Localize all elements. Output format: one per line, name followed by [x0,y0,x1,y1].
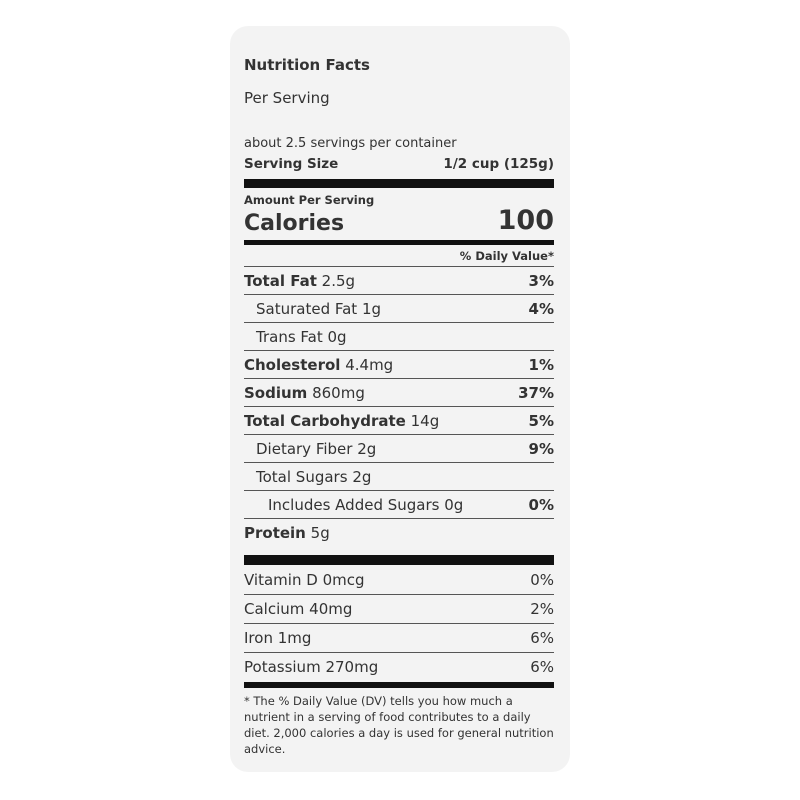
nutrient-name: Total Fat [244,271,317,290]
amount-per-serving: Amount Per Serving [244,193,375,207]
serving-size-row [244,156,554,172]
nutrient-amount: 2.5g [321,271,356,290]
calories-row [244,205,554,236]
thick-divider-bottom [244,682,554,688]
calories-label: Calories [244,211,345,236]
label-subtitle: Per Serving [244,89,330,107]
nutrient-name: Cholesterol [244,355,341,374]
nutrient-amount: 2g [352,467,372,486]
serving-size-value: 1/2 cup (125g) [443,156,554,172]
vitamin-amount: 1mg [277,629,312,647]
vitamin-row-vitamin-d [244,565,554,594]
nutrient-amount: 4.4mg [345,355,394,374]
nutrient-amount: 14g [410,411,440,430]
thick-divider-top [244,179,554,188]
vitamin-row-potassium [244,652,554,681]
nutrient-dv: 9% [528,439,554,458]
nutrient-row-sodium [244,378,554,406]
nutrient-dv: 37% [518,383,554,402]
nutrient-row-dietary-fiber [244,434,554,462]
nutrient-amount: 860mg [312,383,365,402]
nutrient-dv: 1% [528,355,554,374]
nutrient-name: Includes Added Sugars [268,495,440,514]
servings-per-container: about 2.5 servings per container [244,136,457,151]
medium-divider [244,240,554,245]
nutrient-amount: 1g [361,299,382,318]
vitamin-amount: 40mg [309,600,353,618]
nutrient-row-total-fat [244,266,554,294]
nutrient-list [244,266,554,546]
nutrient-name: Dietary Fiber [256,439,353,458]
nutrition-facts-card [230,26,570,772]
nutrient-amount: 0g [444,495,464,514]
nutrient-dv: 0% [528,495,554,514]
vitamin-dv: 2% [530,600,554,618]
nutrient-row-protein [244,518,554,546]
thick-divider-middle [244,555,554,565]
daily-value-header: % Daily Value* [459,249,554,263]
vitamin-name: Calcium [244,600,305,618]
nutrient-dv: 4% [528,299,554,318]
daily-value-footnote: * The % Daily Value (DV) tells you how much a nutrient in a serving of food contributes to a daily diet. 2,000 calories a day is used for general nutrition advice. [244,694,554,756]
nutrient-amount: 5g [310,523,330,542]
nutrient-name: Sodium [244,383,308,402]
nutrient-row-total-carbohydrate [244,406,554,434]
vitamin-dv: 6% [530,658,554,676]
vitamin-name: Iron [244,629,273,647]
nutrient-row-saturated-fat [244,294,554,322]
nutrient-dv: 5% [528,411,554,430]
vitamin-amount: 270mg [325,658,379,676]
calories-value: 100 [497,205,554,236]
vitamin-name: Vitamin D [244,570,318,589]
vitamin-dv: 0% [530,570,554,589]
nutrient-name: Protein [244,523,306,542]
vitamin-row-calcium [244,594,554,623]
nutrient-name: Saturated Fat [256,299,358,318]
serving-size-label: Serving Size [244,156,339,172]
nutrient-row-total-sugars [244,462,554,490]
nutrient-amount: 2g [357,439,377,458]
nutrient-name: Total Sugars [256,467,348,486]
nutrient-row-trans-fat [244,322,554,350]
nutrient-row-cholesterol [244,350,554,378]
vitamin-dv: 6% [530,629,554,647]
nutrient-name: Trans Fat [256,327,323,346]
vitamin-amount: 0mcg [322,570,365,589]
label-title: Nutrition Facts [244,56,370,74]
vitamin-list [244,565,554,681]
vitamin-name: Potassium [244,658,321,676]
nutrient-dv: 3% [528,271,554,290]
vitamin-row-iron [244,623,554,652]
nutrient-name: Total Carbohydrate [244,411,406,430]
nutrient-amount: 0g [327,327,347,346]
nutrient-row-added-sugars [244,490,554,518]
